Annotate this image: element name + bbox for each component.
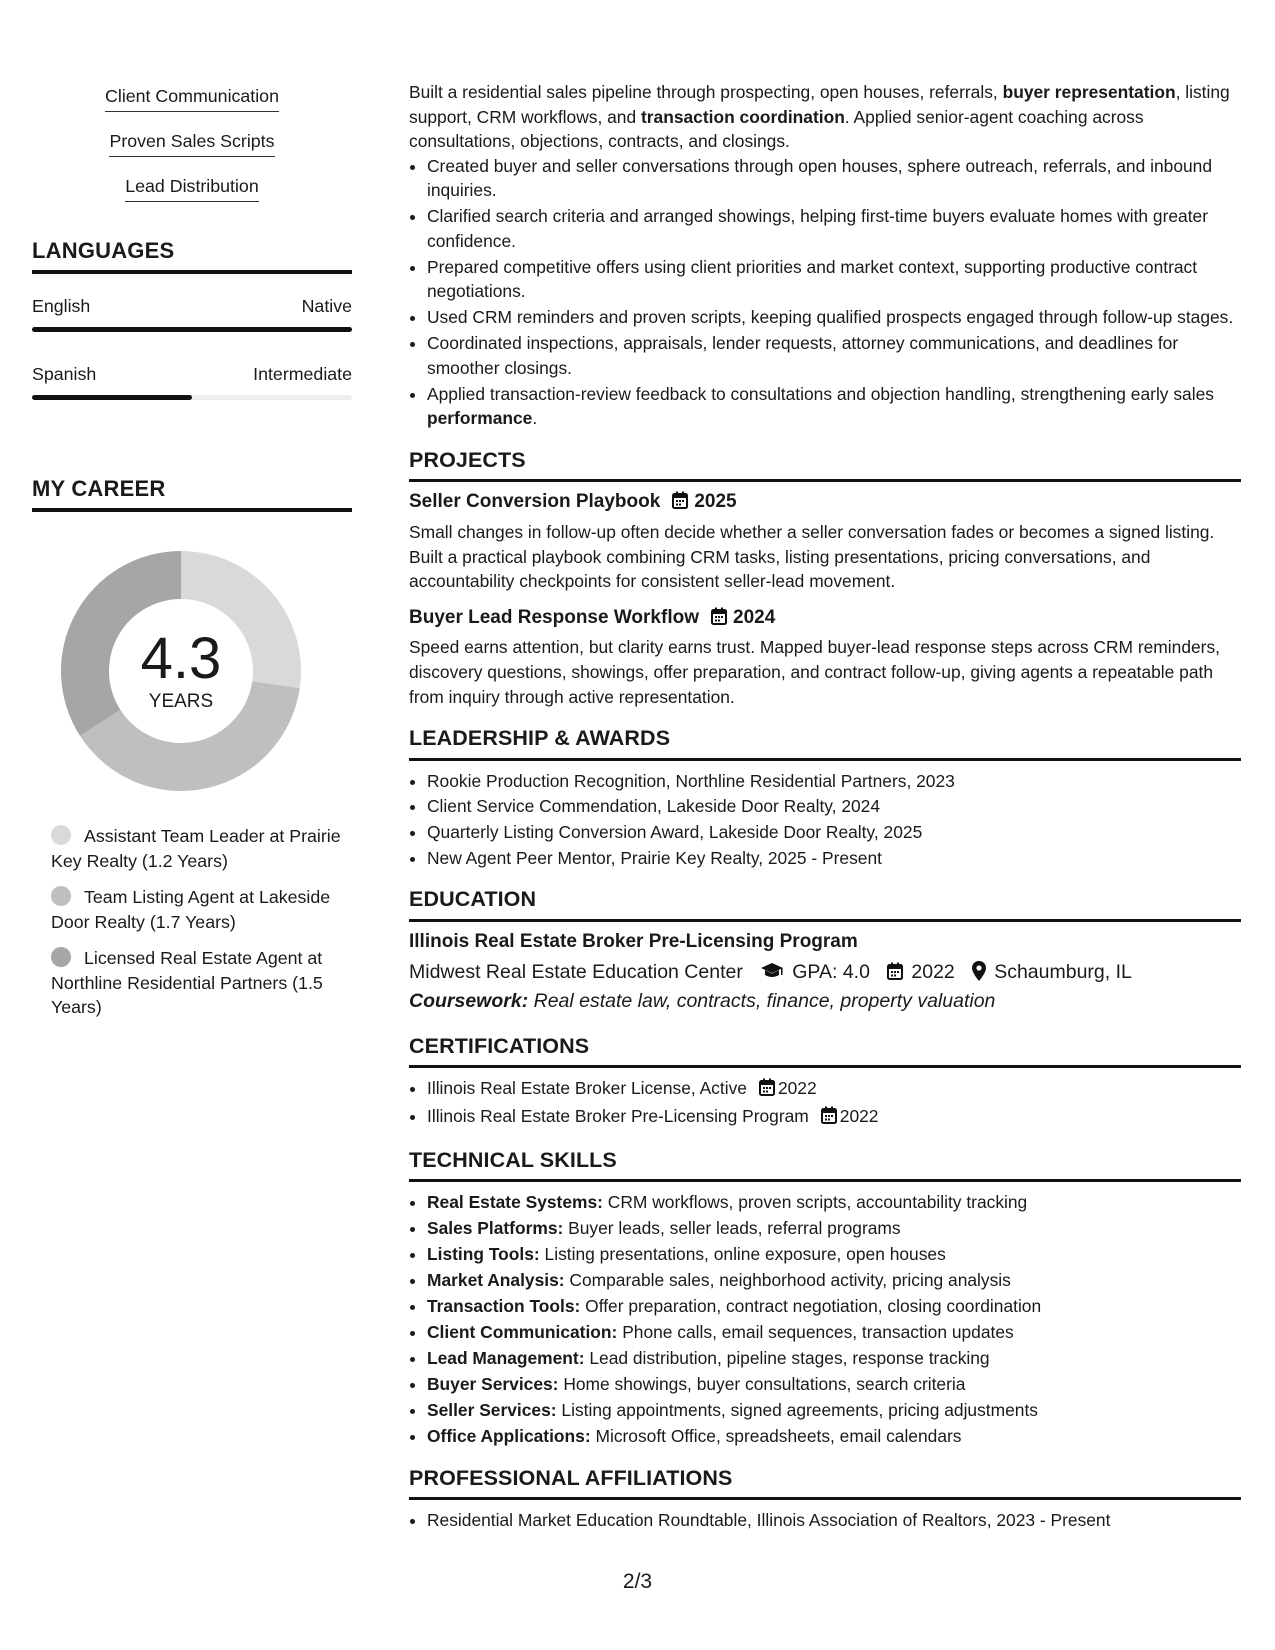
- list-item: • Prepared competitive offers using client priorities and market context, supporting productive contract negotiations.: [427, 255, 1241, 304]
- career-legend: [51, 824, 341, 1020]
- project-item: [409, 490, 1241, 593]
- calendar-icon: [759, 1078, 775, 1103]
- education-year: 2022: [911, 961, 955, 984]
- list-item: • Residential Market Education Roundtable, Illinois Association of Realtors, 2023 - Present: [427, 1508, 1241, 1533]
- skill-label: Market Analysis:: [427, 1270, 565, 1291]
- page-number: 2/3: [622, 1570, 653, 1593]
- certification-name: Illinois Real Estate Broker Pre-Licensing Program: [427, 1106, 809, 1127]
- skill-tag: Client Communication: [105, 86, 279, 112]
- skills-list: [409, 1190, 1241, 1448]
- calendar-icon: [711, 607, 727, 633]
- leadership-heading: LEADERSHIP & AWARDS: [409, 726, 1241, 761]
- calendar-icon: [821, 1106, 837, 1131]
- certification-year: 2022: [777, 1078, 817, 1099]
- list-item: • New Agent Peer Mentor, Prairie Key Realty, 2025 - Present: [427, 846, 1241, 871]
- skill-label: Transaction Tools:: [427, 1296, 581, 1317]
- skill-label: Sales Platforms:: [427, 1218, 564, 1239]
- career-legend-item: [51, 885, 341, 934]
- legend-dot: [51, 886, 71, 906]
- education-heading: EDUCATION: [409, 887, 1241, 922]
- skill-value: Phone calls, email sequences, transaction updates: [622, 1322, 1014, 1343]
- sidebar: [32, 86, 352, 1032]
- list-item: • Quarterly Listing Conversion Award, Lakeside Door Realty, 2025: [427, 820, 1241, 845]
- calendar-icon: [672, 491, 688, 517]
- summary-bold: buyer representation: [1002, 82, 1176, 102]
- summary-bold: transaction coordination: [640, 106, 845, 127]
- leadership-list: [409, 769, 1241, 870]
- language-level: Intermediate: [253, 364, 352, 384]
- skill-value: Listing appointments, signed agreements, pricing adjustments: [561, 1400, 1038, 1421]
- list-item: [427, 1320, 1241, 1345]
- projects-heading: PROJECTS: [409, 448, 1241, 483]
- project-name: Buyer Lead Response Workflow: [409, 606, 699, 628]
- list-item: [427, 1294, 1241, 1319]
- list-item: • Rookie Production Recognition, Northline Residential Partners, 2023: [427, 769, 1241, 794]
- project-name: Seller Conversion Playbook: [409, 491, 661, 513]
- main-content: [409, 80, 1241, 1533]
- summary-text: , listing support, CRM workflows, and: [409, 82, 1230, 127]
- coursework-value: Real estate law, contracts, finance, property valuation: [533, 990, 996, 1013]
- project-description: Small changes in follow-up often decide whether a seller conversation fades or becomes a signed listing. Built a practical playbook combining CRM tasks, listing presentations, pricing conversations, and accountability checkpoints for consistent seller-lead movement.: [409, 521, 1215, 592]
- affiliations-heading: PROFESSIONAL AFFILIATIONS: [409, 1466, 1241, 1501]
- legend-dot: [51, 825, 71, 845]
- skill-value: Comparable sales, neighborhood activity, pricing analysis: [569, 1270, 1011, 1291]
- calendar-icon: [887, 961, 903, 983]
- bullet-bold: performance: [427, 408, 533, 429]
- skill-label: Real Estate Systems:: [427, 1192, 603, 1213]
- skill-value: CRM workflows, proven scripts, accountability tracking: [607, 1192, 1028, 1213]
- language-spanish: [32, 364, 352, 400]
- skill-value: Microsoft Office, spreadsheets, email calendars: [595, 1426, 962, 1447]
- languages-heading: LANGUAGES: [32, 238, 352, 274]
- bullet-text: .: [532, 408, 538, 429]
- language-bar: [32, 395, 352, 400]
- list-item: • Created buyer and seller conversations through open houses, sphere outreach, referrals, and inbound inquiries.: [427, 154, 1241, 203]
- list-item: [427, 1372, 1241, 1397]
- language-name: English: [32, 296, 91, 316]
- language-bar: [32, 327, 352, 332]
- certification-name: Illinois Real Estate Broker License, Active: [427, 1078, 747, 1099]
- summary-text: . Applied senior-agent coaching across consultations, objections, contracts, and closings.: [409, 106, 1144, 152]
- certification-year: 2022: [839, 1106, 879, 1127]
- coursework-label: Coursework:: [409, 990, 529, 1013]
- language-bar-fill: [32, 327, 352, 332]
- list-item: • Client Service Commendation, Lakeside Door Realty, 2024: [427, 794, 1241, 819]
- skill-label: Buyer Services:: [427, 1374, 559, 1395]
- language-english: [32, 296, 352, 332]
- legend-dot: [51, 947, 71, 967]
- list-item: [427, 1346, 1241, 1371]
- list-item: [427, 382, 1241, 431]
- language-level: Native: [301, 296, 352, 316]
- education-coursework: [409, 989, 1241, 1014]
- skill-label: Office Applications:: [427, 1426, 591, 1447]
- career-heading: MY CAREER: [32, 476, 352, 512]
- affiliations-list: [409, 1508, 1241, 1533]
- skill-label: Client Communication:: [427, 1322, 618, 1343]
- list-item: • Clarified search criteria and arranged showings, helping first-time buyers evaluate homes with greater confidence.: [427, 204, 1241, 253]
- graduation-cap-icon: [760, 961, 784, 983]
- certifications-list: [409, 1076, 1241, 1130]
- skill-label: Listing Tools:: [427, 1244, 540, 1265]
- project-year: 2025: [694, 491, 737, 513]
- skill-tags: [32, 86, 352, 221]
- skill-value: Listing presentations, online exposure, open houses: [544, 1244, 946, 1265]
- skill-label: Seller Services:: [427, 1400, 557, 1421]
- education-gpa: GPA: 4.0: [792, 961, 870, 984]
- career-legend-label: Licensed Real Estate Agent at Northline Residential Partners (1.5 Years): [51, 948, 323, 1017]
- language-bar-fill: [32, 395, 192, 400]
- career-legend-label: Team Listing Agent at Lakeside Door Realty (1.7 Years): [51, 887, 331, 932]
- list-item: [427, 1268, 1241, 1293]
- career-unit: YEARS: [148, 691, 214, 712]
- career-legend-item: [51, 824, 341, 873]
- project-year: 2024: [733, 606, 776, 628]
- location-pin-icon: [972, 961, 986, 983]
- experience-summary: [409, 80, 1241, 154]
- education-location: Schaumburg, IL: [994, 961, 1132, 984]
- education-school: Midwest Real Estate Education Center: [409, 961, 743, 984]
- skill-label: Lead Management:: [427, 1348, 585, 1369]
- list-item: [427, 1216, 1241, 1241]
- skill-tag: Proven Sales Scripts: [109, 131, 274, 157]
- career-total: 4.3: [140, 626, 222, 691]
- language-name: Spanish: [32, 364, 97, 384]
- certifications-heading: CERTIFICATIONS: [409, 1034, 1241, 1069]
- list-item: [427, 1424, 1241, 1449]
- skills-heading: TECHNICAL SKILLS: [409, 1148, 1241, 1183]
- list-item: [427, 1104, 1241, 1131]
- education-meta: [409, 959, 1241, 985]
- career-donut-chart: [56, 546, 306, 796]
- skill-value: Buyer leads, seller leads, referral programs: [568, 1218, 901, 1239]
- project-description: Speed earns attention, but clarity earns trust. Mapped buyer-lead response steps across CRM reminders, discovery questions, showings, offer preparation, and contract follow-up, giving agents a repeatable path from inquiry through active representation.: [409, 637, 1220, 707]
- skill-value: Lead distribution, pipeline stages, response tracking: [589, 1348, 990, 1369]
- education-program: Illinois Real Estate Broker Pre-Licensing Program: [409, 930, 858, 952]
- experience-bullets: [409, 154, 1241, 431]
- career-legend-item: [51, 946, 341, 1020]
- skill-tag: Lead Distribution: [125, 176, 258, 202]
- list-item: [427, 1242, 1241, 1267]
- list-item: [427, 1190, 1241, 1215]
- career-legend-label: Assistant Team Leader at Prairie Key Realty (1.2 Years): [51, 826, 341, 871]
- summary-text: Built a residential sales pipeline through prospecting, open houses, referrals,: [409, 82, 1003, 102]
- skill-value: Home showings, buyer consultations, search criteria: [563, 1374, 966, 1395]
- skill-value: Offer preparation, contract negotiation, closing coordination: [585, 1296, 1042, 1317]
- list-item: [427, 1398, 1241, 1423]
- list-item: • Used CRM reminders and proven scripts, keeping qualified prospects engaged through follow-up stages.: [427, 305, 1241, 330]
- project-item: [409, 606, 1241, 709]
- bullet-text: Applied transaction-review feedback to consultations and objection handling, strengthening early sales: [427, 383, 1214, 404]
- list-item: [427, 1076, 1241, 1103]
- list-item: • Coordinated inspections, appraisals, lender requests, attorney communications, and deadlines for smoother closings.: [427, 331, 1241, 380]
